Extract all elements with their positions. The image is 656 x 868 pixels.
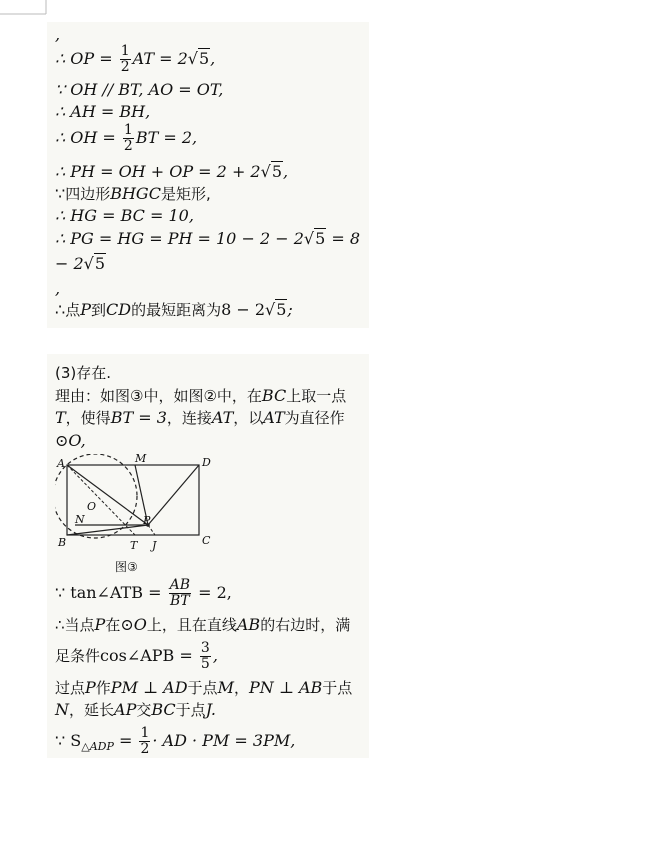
text-line: ∴点P到CD的最短距离为8 − 2√5; (55, 300, 293, 319)
geometry-figure (55, 454, 235, 554)
fraction: $\frac{AB}{BT}$ (169, 577, 191, 609)
label-c: C (202, 534, 211, 547)
text-line: ∵ tan∠ATB = $\frac{AB}{BT}$ = 2, (55, 577, 232, 609)
label-j: J (152, 539, 157, 552)
segment-dp (148, 465, 199, 525)
text-line: ⊙O, (55, 431, 86, 450)
fraction: $\frac{1}{2}$ (120, 43, 130, 75)
text-line: ∴ OH = $\frac{1}{2}$ BT = 2, (55, 122, 198, 154)
label-p: P (143, 514, 151, 527)
label-m: M (135, 454, 147, 465)
label-o: O (87, 500, 97, 513)
text-line: ∴ PH = OH + OP = 2 + 2√5, (55, 162, 289, 181)
text-line: (3)存在. (55, 364, 112, 382)
fraction: $\frac{3}{5}$ (200, 640, 210, 672)
text-line: ∴ PG = HG = PH = 10 − 2 − 2√5 = 8 (55, 229, 361, 248)
text-line: ∵四边形BHGC是矩形, (55, 184, 211, 203)
page-corner-mark (0, 0, 50, 20)
fraction: $\frac{1}{2}$ (123, 122, 133, 154)
segment-bp (67, 525, 148, 535)
label-a: A (57, 457, 65, 470)
text-line: ∵ OH // BT, AO = OT, (55, 80, 224, 99)
label-n: N (75, 513, 85, 526)
text-line: 足条件cos∠APB = $\frac{3}{5}$ , (55, 640, 218, 672)
text-line: T，使得BT = 3，连接AT，以AT为直径作 (55, 408, 345, 427)
label-b: B (58, 536, 67, 549)
text-line: 过点P作PM ⊥ AD于点M，PN ⊥ AB于点 (55, 678, 353, 697)
text-line: ∴ OP = $\frac{1}{2}$ AT = 2√5, (55, 43, 216, 75)
label-d: D (202, 456, 211, 469)
text-line: ∴ HG = BC = 10, (55, 206, 194, 225)
solution-block-part3 (47, 354, 369, 758)
label-t: T (130, 539, 138, 552)
text-line: N，延长AP交BC于点J. (55, 700, 216, 719)
text-line: 理由：如图③中，如图②中，在BC上取一点 (55, 386, 347, 405)
solution-block-part2 (47, 22, 369, 328)
text-line: , (55, 25, 61, 44)
text-line: ∴ AH = BH, (55, 102, 151, 121)
figure-caption: 图③ (115, 560, 138, 574)
fraction: $\frac{1}{2}$ (140, 725, 150, 757)
text-line: , (55, 279, 61, 298)
text-line: ∴当点P在⊙O上，且在直线AB的右边时，满 (55, 615, 351, 634)
text-line: ∵ $S_{\triangle ADP}$ = $\frac{1}{2}$ · AD · PM = 3PM, (55, 725, 296, 757)
text-line: − 2√5 (55, 254, 106, 273)
